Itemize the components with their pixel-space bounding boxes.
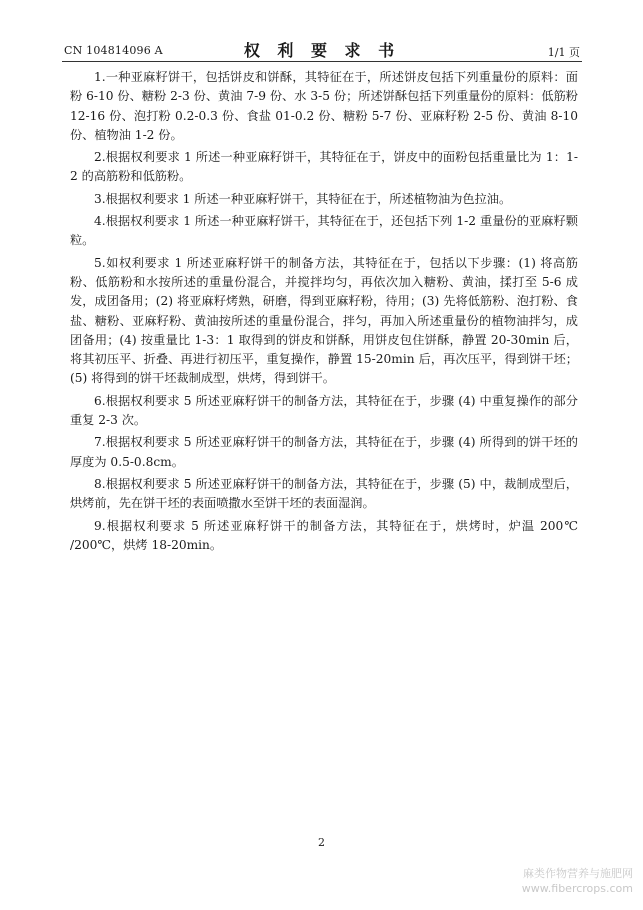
- page-indicator: 1/1 页: [547, 46, 580, 59]
- claims-list: [70, 68, 578, 558]
- watermark: [522, 866, 633, 896]
- claim-9: 9.根据权利要求 5 所述亚麻籽饼干的制备方法，其特征在于，烘烤时，炉温 200℃ /200℃，烘烤 18-20min。: [70, 518, 578, 552]
- claim-2: 2.根据权利要求 1 所述一种亚麻籽饼干，其特征在于，饼皮中的面粉包括重量比为 1：1-2 的高筋粉和低筋粉。: [70, 150, 578, 184]
- claim-3: 3.根据权利要求 1 所述一种亚麻籽饼干，其特征在于，所述植物油为色拉油。: [94, 191, 512, 206]
- claim-6: 6.根据权利要求 5 所述亚麻籽饼干的制备方法，其特征在于，步骤 (4) 中重复操作的部分重复 2-3 次。: [70, 393, 578, 428]
- page-header: [62, 36, 582, 60]
- claim-4: 4.根据权利要求 1 所述一种亚麻籽饼干，其特征在于，还包括下列 1-2 重量份的亚麻籽颗粒。: [70, 214, 578, 248]
- watermark-site-url: www.fibercrops.com: [521, 882, 633, 895]
- watermark-site-name: 麻类作物营养与施肥网: [523, 867, 633, 880]
- claim-7: 7.根据权利要求 5 所述亚麻籽饼干的制备方法，其特征在于，步骤 (4) 所得到的饼干坯的厚度为 0.5-0.8cm。: [70, 435, 578, 469]
- page-number: 2: [318, 836, 325, 849]
- publication-number: CN 104814096 A: [64, 44, 163, 57]
- claim-5: 5.如权利要求 1 所述亚麻籽饼干的制备方法，其特征在于，包括以下步骤：(1) 将高筋粉、低筋粉和水按所述的重量份混合，并搅拌均匀，再依次加入糖粉、黄油，揉打至 5-6 成发，成团备用；(2) 将亚麻籽烤熟，研磨，得到亚麻籽粉，待用；(3) 先将低筋粉、泡打粉、食盐、糖粉、亚麻籽粉、黄油按所述的重量份混合，拌匀，再加入所述重量份的植物油拌匀，成团备用；(4) 按重量比 1-3：1 取得到的饼皮和饼酥，用饼皮包住饼酥，静置 20-30min 后，将其初压平、折叠、再进行初压平，重复操作，静置 15-20min 后，再次压平，得到饼干坯；(5) 将得到的饼干坯裁制成型，烘烤，得到饼干。: [70, 255, 578, 386]
- header-divider: [62, 61, 582, 62]
- claim-8: 8.根据权利要求 5 所述亚麻籽饼干的制备方法，其特征在于，步骤 (5) 中，裁制成型后，烘烤前，先在饼干坯的表面喷撒水至饼干坯的表面湿润。: [70, 476, 578, 511]
- claim-1: 1.一种亚麻籽饼干，包括饼皮和饼酥，其特征在于，所述饼皮包括下列重量份的原料：面粉 6-10 份、糖粉 2-3 份、黄油 7-9 份、水 3-5 份；所述饼酥包括下列重量份的原料：低筋粉 12-16 份、泡打粉 0.2-0.3 份、食盐 01-0.2 份、糖粉 5-7 份、亚麻籽粉 2-5 份、黄油 8-10 份、植物油 1-2 份。: [70, 70, 578, 142]
- document-title: 权 利 要 求 书: [243, 41, 401, 60]
